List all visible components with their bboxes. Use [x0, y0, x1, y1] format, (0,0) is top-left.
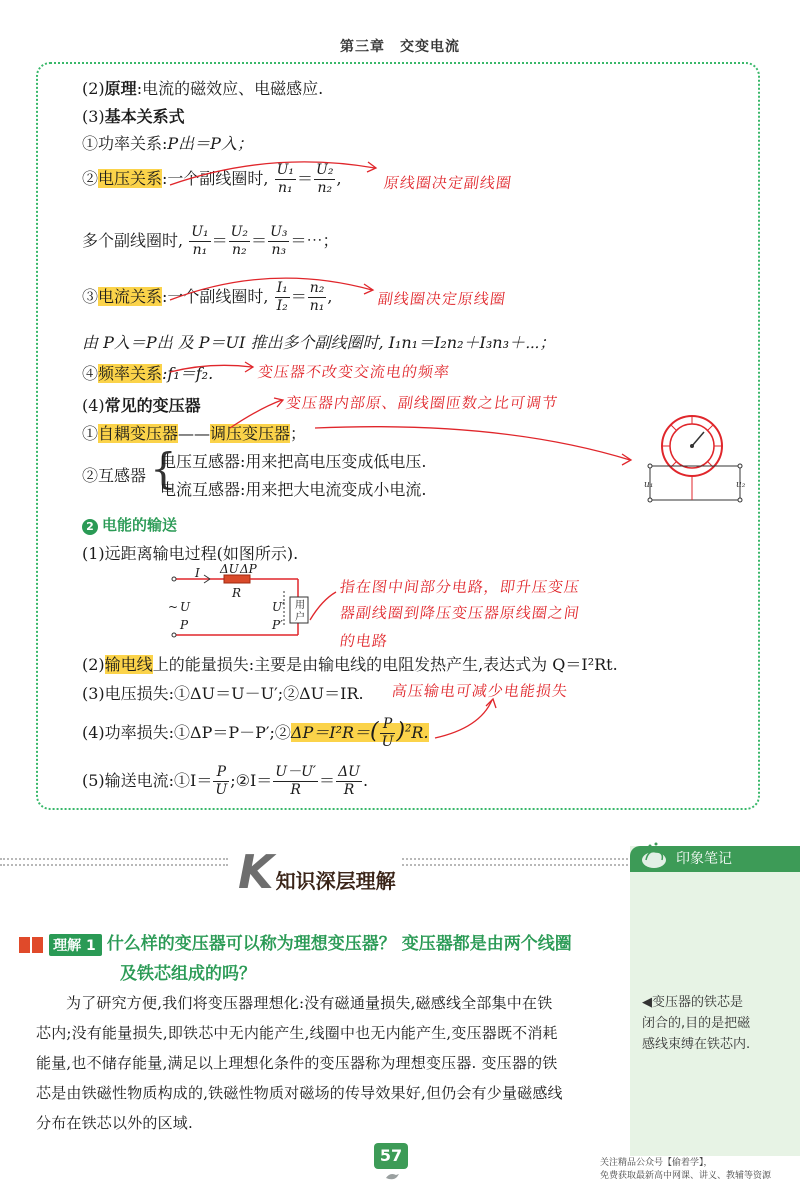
- section-divider: [402, 858, 628, 860]
- voltage-relation: ②电压关系:一个副线圈时, $\frac{\text{U₁}}{\text{n₁}}$ ＝ $\frac{\text{U₂}}{\text{n₂}}$ ,: [82, 162, 342, 196]
- footer-note: 关注精品公众号【偷着学】， 免费获取最新高中网课、讲义、教辅等资源: [600, 1158, 772, 1181]
- k-logo: K: [238, 845, 274, 899]
- question-badge: 理解 1: [49, 934, 102, 956]
- fraction: $\frac{P}{U}$: [381, 716, 394, 750]
- power-label: P: [180, 618, 189, 632]
- notes-tab: 印象笔记: [630, 846, 800, 872]
- section-divider: [0, 858, 228, 860]
- process-line: (1)远距离输电过程(如图所示).: [82, 544, 299, 563]
- section-badge: 2: [82, 519, 98, 535]
- delta-p-label: ΔP: [240, 562, 257, 576]
- question-text-line2: 及铁芯组成的吗？: [120, 964, 256, 984]
- section-divider: [402, 864, 628, 866]
- fraction: $\frac{U-U'}{R}$: [275, 764, 317, 798]
- handwritten-note: 副线圈决定原线圈: [376, 290, 508, 308]
- relations-heading: (3)基本关系式: [82, 107, 185, 126]
- power-loss-formula: ΔP＝I²R＝( $\frac{P}{U}$ )$^2$R.: [290, 716, 429, 750]
- voltage-loss-line: (3)电压损失:①ΔU＝U－U′;②ΔU＝IR.: [82, 684, 364, 703]
- handwritten-note: 高压输电可减少电能损失: [390, 682, 570, 700]
- handwritten-note: 的电路: [338, 632, 390, 650]
- current-transformer-text: 电流互感器:用来把大电流变成小电流.: [160, 480, 427, 499]
- voltage-label: U: [180, 600, 191, 614]
- fraction: $\frac{\text{U₁}}{\text{n₁}}$: [191, 224, 209, 258]
- page-number: 57: [374, 1143, 408, 1169]
- current-relation: ③电流关系:一个副线圈时, $\frac{\text{I₁}}{\text{I₂}}$ ＝ $\frac{\text{n₂}}{\text{n₁}}$ ,: [82, 280, 333, 314]
- fraction: $\frac{P}{U}$: [215, 764, 228, 798]
- frequency-relation: ④频率关系:f₁＝f₂.: [82, 364, 214, 383]
- voltage-transformer-text: 电压互感器:用来把高电压变成低电压.: [160, 452, 427, 471]
- principle-line: (2)原理:电流的磁效应、电磁感应.: [82, 79, 324, 98]
- transmission-heading: 2 电能的输送: [82, 514, 177, 535]
- fraction: $\frac{\text{n₂}}{\text{n₁}}$: [309, 280, 325, 314]
- power-relation: ①功率关系:P出＝P入；: [82, 134, 253, 153]
- answer-paragraph: 为了研究方便,我们将变压器理想化:没有磁通量损失,磁感线全部集中在铁 芯内;没有能量损失,即铁芯中无内能产生,线圈中也无内能产生,变压器既不消耗 能量,也不储存能量,满足以上理想化条件的变压器称为理想变压器. 变压器的铁 芯是由铁磁性物质构成的,铁磁性物质对磁场的传导效果好,但仍会有少量磁感线 分布在铁芯以外的区域.: [36, 994, 563, 1132]
- handwritten-note: 原线圈决定副线圈: [382, 174, 514, 192]
- section-divider: [0, 864, 228, 866]
- fraction: $\frac{\Delta U}{R}$: [338, 764, 360, 798]
- notebook-icon: [638, 840, 670, 870]
- handwritten-note: 变压器不改变交流电的频率: [256, 363, 452, 381]
- resistor-label: R: [232, 586, 242, 600]
- autotransformer-diagram: [640, 408, 750, 508]
- handwritten-note: 变压器内部原、副线圈匝数之比可调节: [284, 394, 560, 412]
- derivation-line: 由 P入＝P出 及 P＝UI 推出多个副线圈时, I₁n₁＝I₂n₂＋I₃n₃＋⋯；: [82, 333, 556, 352]
- autotransformer-line: ①自耦变压器——调压变压器；: [82, 424, 307, 443]
- multi-coil-relation: 多个副线圈时, $\frac{\text{U₁}}{\text{n₁}}$ ＝ $\frac{\text{U₂}}{\text{n₂}}$ ＝ $\frac{\text{U₃}}{\text{n₃}}$ ＝⋯；: [82, 224, 339, 258]
- handwritten-note: 器副线圈到降压变压器原线圈之间: [338, 604, 582, 622]
- mutual-inductor-label: ②互感器: [82, 466, 147, 485]
- delta-u-label: ΔU: [220, 562, 239, 576]
- svg-text:u₂: u₂: [736, 480, 746, 490]
- question-header: 理解 1 什么样的变压器可以称为理想变压器？ 变压器都是由两个线圈: [18, 929, 572, 956]
- power-prime-label: P′: [272, 618, 283, 632]
- user-label: 用户: [295, 600, 305, 623]
- voltage-prime-label: U′: [272, 600, 285, 614]
- power-loss-line: (4)功率损失:①ΔP＝P－P′;②ΔP＝I²R＝( $\frac{P}{U}$ )$^2$R.: [82, 716, 429, 750]
- fraction: $\frac{\text{I₁}}{\text{I₂}}$: [276, 280, 288, 314]
- current-label: I: [195, 566, 200, 580]
- fraction: $\frac{\text{U₃}}{\text{n₃}}$: [270, 224, 288, 258]
- book-icon: [18, 935, 44, 955]
- svg-text:u₁: u₁: [644, 480, 654, 490]
- section-title: K知识深层理解: [238, 845, 396, 899]
- common-heading: (4)常见的变压器: [82, 396, 201, 415]
- side-note: ◀变压器的铁芯是 闭合的,目的是把磁 感线束缚在铁芯内.: [642, 995, 751, 1052]
- source-symbol: ~: [168, 600, 179, 614]
- brace: {: [150, 444, 177, 493]
- fraction: $\frac{\text{U₂}}{\text{n₂}}$: [316, 162, 334, 196]
- fraction: $\frac{\text{U₂}}{\text{n₂}}$: [230, 224, 249, 258]
- fraction: $\frac{\text{U₁}}{\text{n₁}}$: [276, 162, 295, 196]
- chapter-header: 第三章 交变电流: [340, 39, 460, 55]
- handwritten-note: 指在图中间部分电路，即升压变压: [338, 578, 582, 596]
- energy-loss-line: (2)输电线上的能量损失:主要是由输电线的电阻发热产生,表达式为 Q＝I²Rt.: [82, 655, 618, 674]
- bird-icon: [384, 1170, 400, 1182]
- transmission-current-line: (5)输送电流:①I＝ $\frac{P}{U}$ ;②I＝ $\frac{U-U'}{R}$ ＝ $\frac{\Delta U}{R}$ .: [82, 764, 369, 798]
